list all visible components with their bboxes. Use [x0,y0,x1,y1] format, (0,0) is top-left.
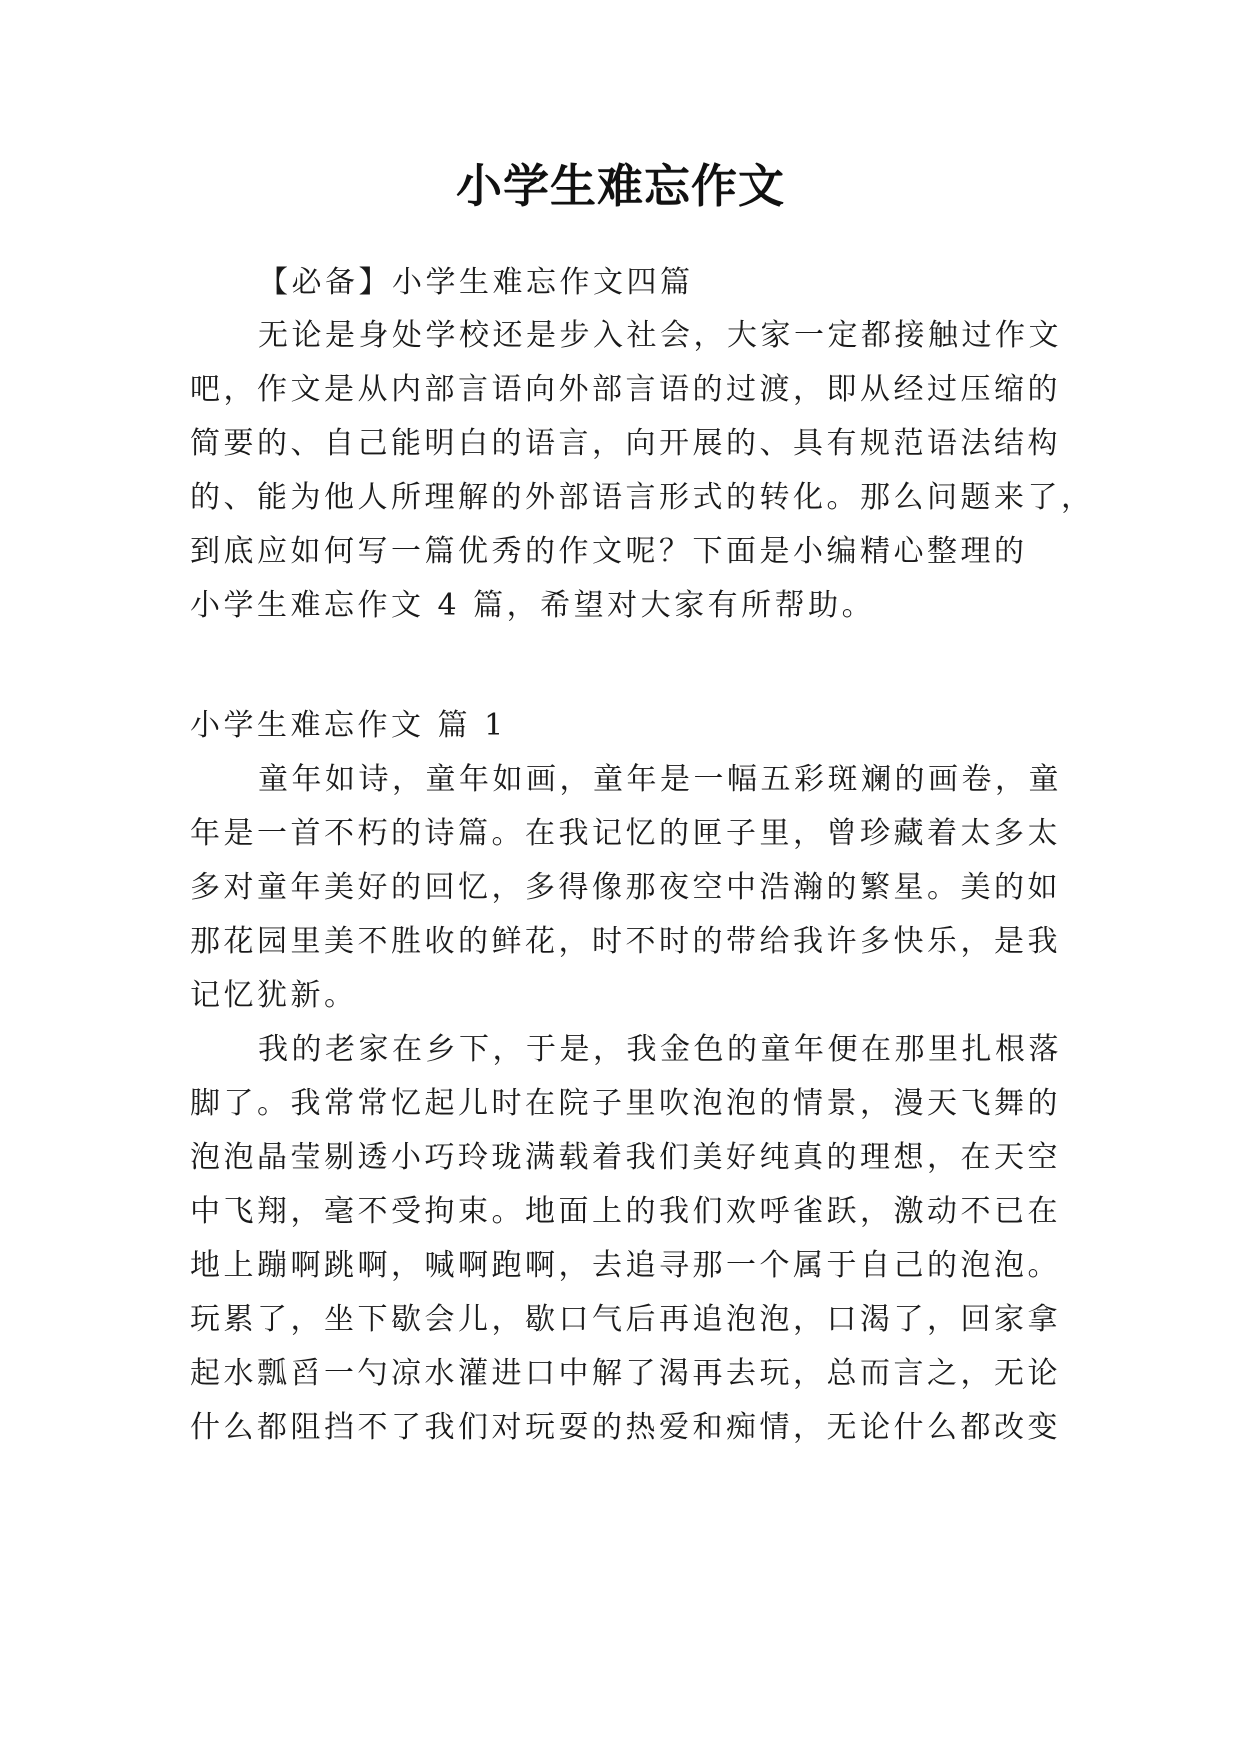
paragraph-line: 记忆犹新。 [190,978,358,1013]
intro-line: 简要的、自己能明白的语言，向开展的、具有规范语法结构 [190,426,1061,461]
paragraph-line: 泡泡晶莹剔透小巧玲珑满载着我们美好纯真的理想，在天空 [190,1140,1061,1175]
subtitle: 【必备】小学生难忘作文四篇 [258,265,694,300]
intro-line: 无论是身处学校还是步入社会，大家一定都接触过作文 [258,318,1062,353]
intro-line: 的、能为他人所理解的外部语言形式的转化。那么问题来了， [190,480,1095,515]
paragraph-line: 我的老家在乡下，于是，我金色的童年便在那里扎根落 [258,1032,1062,1067]
paragraph-line: 多对童年美好的回忆，多得像那夜空中浩瀚的繁星。美的如 [190,870,1061,905]
paragraph-line: 中飞翔，毫不受拘束。地面上的我们欢呼雀跃，激动不已在 [190,1194,1061,1229]
section-heading: 小学生难忘作文 篇 1 [190,708,507,743]
paragraph-line: 玩累了，坐下歇会儿，歇口气后再追泡泡，口渴了，回家拿 [190,1302,1061,1337]
paragraph-line: 地上蹦啊跳啊，喊啊跑啊，去追寻那一个属于自己的泡泡。 [190,1248,1061,1283]
paragraph-line: 童年如诗，童年如画，童年是一幅五彩斑斓的画卷，童 [258,762,1062,797]
document-title: 小学生难忘作文 [456,159,785,213]
paragraph-line: 脚了。我常常忆起儿时在院子里吹泡泡的情景，漫天飞舞的 [190,1086,1061,1121]
intro-line: 吧，作文是从内部言语向外部言语的过渡，即从经过压缩的 [190,372,1061,407]
intro-line: 小学生难忘作文 4 篇，希望对大家有所帮助。 [190,588,876,623]
intro-line: 到底应如何写一篇优秀的作文呢？下面是小编精心整理的 [190,534,1028,569]
paragraph-line: 起水瓢舀一勺凉水灌进口中解了渴再去玩，总而言之，无论 [190,1356,1061,1391]
paragraph-line: 什么都阻挡不了我们对玩耍的热爱和痴情，无论什么都改变 [190,1410,1061,1445]
paragraph-line: 那花园里美不胜收的鲜花，时不时的带给我许多快乐，是我 [190,924,1061,959]
paragraph-line: 年是一首不朽的诗篇。在我记忆的匣子里，曾珍藏着太多太 [190,816,1061,851]
